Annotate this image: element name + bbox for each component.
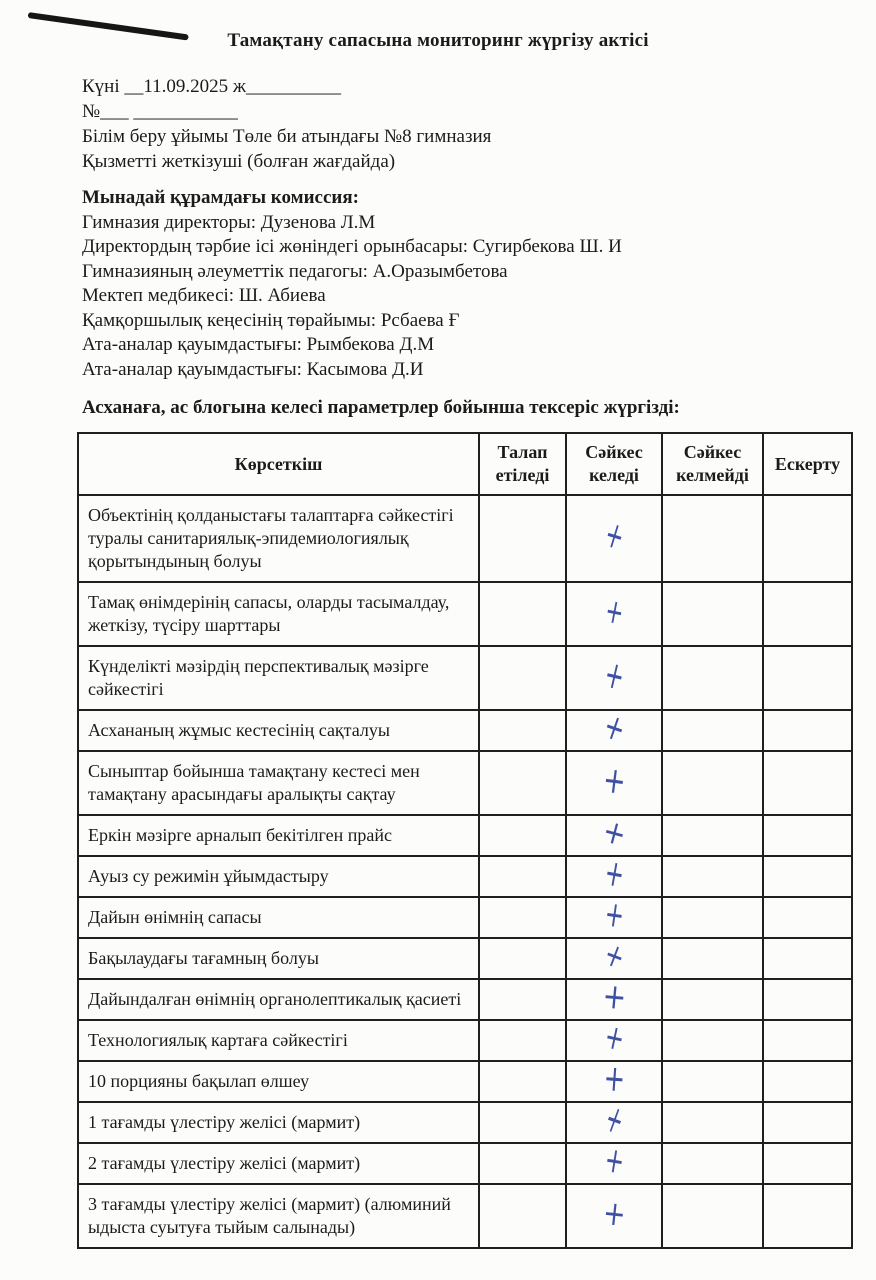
eskertu-cell (763, 1020, 852, 1061)
saikes-kelmeidi-cell (662, 1020, 763, 1061)
talap-etiledi-cell (479, 979, 566, 1020)
document-meta-block (82, 74, 876, 174)
inspection-checklist-table (77, 432, 853, 1249)
table-row (78, 815, 852, 856)
header-talap-etiledi: Талап етіледі (479, 433, 566, 495)
indicator-cell: Күнделікті мәзірдің перспективалық мәзірге сәйкестігі (78, 646, 479, 710)
talap-etiledi-cell (479, 1020, 566, 1061)
table-row (78, 1020, 852, 1061)
saikes-keledi-cell (566, 751, 662, 815)
saikes-keledi-cell (566, 582, 662, 646)
indicator-cell: 10 порцияны бақылап өлшеу (78, 1061, 479, 1102)
handwritten-check-mark: + (601, 591, 627, 633)
saikes-keledi-cell (566, 495, 662, 582)
talap-etiledi-cell (479, 1061, 566, 1102)
table-row (78, 897, 852, 938)
saikes-kelmeidi-cell (662, 979, 763, 1020)
document-title: Тамақтану сапасына мониторинг жүргізу актісі (227, 30, 649, 51)
table-row (78, 646, 852, 710)
saikes-kelmeidi-cell (662, 897, 763, 938)
talap-etiledi-cell (479, 1102, 566, 1143)
saikes-keledi-cell (566, 1017, 662, 1061)
eskertu-cell (763, 751, 852, 815)
saikes-keledi-cell (566, 1139, 662, 1184)
saikes-keledi-cell (566, 1057, 662, 1102)
handwritten-check-mark: + (598, 812, 630, 855)
table-row (78, 1184, 852, 1248)
table-row (78, 495, 852, 582)
indicator-cell: 1 тағамды үлестіру желісі (мармит) (78, 1102, 479, 1143)
commission-member: Қамқоршылық кеңесінің төрайымы: Рсбаева Ғ (82, 309, 460, 331)
commission-member: Директордың тәрбие ісі жөніндегі орынбасары: Сугирбекова Ш. И (82, 236, 622, 257)
eskertu-cell (763, 979, 852, 1020)
talap-etiledi-cell (479, 815, 566, 856)
saikes-kelmeidi-cell (662, 1143, 763, 1184)
header-korsetkish: Көрсеткіш (78, 433, 479, 495)
eskertu-cell (763, 710, 852, 751)
handwritten-check-mark: + (601, 852, 628, 897)
talap-etiledi-cell (479, 938, 566, 979)
header-eskertu: Ескерту (763, 433, 852, 495)
saikes-kelmeidi-cell (662, 646, 763, 710)
commission-block (82, 186, 876, 382)
saikes-kelmeidi-cell (662, 815, 763, 856)
talap-etiledi-cell (479, 856, 566, 897)
eskertu-cell (763, 815, 852, 856)
talap-etiledi-cell (479, 1184, 566, 1248)
indicator-cell: Бақылаудағы тағамның болуы (78, 938, 479, 979)
supplier-line: Қызметті жеткізуші (болған жағдайда) (82, 151, 396, 172)
eskertu-cell (763, 646, 852, 710)
saikes-kelmeidi-cell (662, 938, 763, 979)
saikes-kelmeidi-cell (662, 710, 763, 751)
saikes-kelmeidi-cell (662, 1061, 763, 1102)
number-line: №___ ___________ (82, 101, 238, 122)
indicator-cell: Тамақ өнімдерінің сапасы, оларды тасымалдау, жеткізу, түсіру шарттары (78, 582, 479, 646)
table-row (78, 1143, 852, 1184)
saikes-kelmeidi-cell (662, 856, 763, 897)
handwritten-check-mark: + (599, 513, 629, 560)
saikes-keledi-cell (566, 1097, 662, 1144)
handwritten-check-mark: + (600, 976, 628, 1019)
commission-member: Ата-аналар қауымдастығы: Рымбекова Д.М (82, 334, 435, 355)
eskertu-cell (763, 1184, 852, 1248)
saikes-keledi-cell (566, 852, 662, 897)
handwritten-check-mark: + (601, 1057, 627, 1101)
saikes-keledi-cell (566, 976, 662, 1020)
commission-member: Ата-аналар қауымдастығы: Касымова Д.И (82, 358, 424, 380)
talap-etiledi-cell (479, 495, 566, 582)
header-saikes-kelmeidi: Сәйкес келмейді (662, 433, 763, 495)
handwritten-check-mark: + (598, 1097, 630, 1144)
table-row (78, 582, 852, 646)
saikes-kelmeidi-cell (662, 751, 763, 815)
indicator-cell: Асхананың жұмыс кестесінің сақталуы (78, 710, 479, 751)
indicator-cell: Дайын өнімнің сапасы (78, 897, 479, 938)
saikes-keledi-cell (566, 706, 662, 751)
date-line: Күні __11.09.2025 ж__________ (82, 76, 342, 97)
talap-etiledi-cell (479, 646, 566, 710)
header-saikes-keledi: Сәйкес келеді (566, 433, 662, 495)
indicator-cell: Дайындалған өнімнің органолептикалық қасиеті (78, 979, 479, 1020)
table-row (78, 710, 852, 751)
handwritten-check-mark: + (598, 935, 630, 978)
table-row (78, 1061, 852, 1102)
talap-etiledi-cell (479, 1143, 566, 1184)
commission-heading: Мынадай құрамдағы комиссия: (82, 187, 359, 208)
commission-member: Гимназия директоры: Дузенова Л.М (82, 211, 376, 233)
handwritten-check-mark: + (601, 1139, 627, 1183)
indicator-cell: Ауыз су режимін ұйымдастыру (78, 856, 479, 897)
handwritten-check-mark: + (598, 706, 631, 751)
eskertu-cell (763, 897, 852, 938)
indicator-cell: Еркін мәзірге арналып бекітілген прайс (78, 815, 479, 856)
table-row (78, 856, 852, 897)
saikes-keledi-cell (566, 894, 662, 938)
indicator-cell: Технологиялық картаға сәйкестігі (78, 1020, 479, 1061)
commission-member: Мектеп медбикесі: Ш. Абиева (82, 285, 326, 306)
talap-etiledi-cell (479, 751, 566, 815)
organization-line: Білім беру ұйымы Төле би атындағы №8 гимназия (82, 126, 492, 147)
handwritten-check-mark: + (600, 1017, 628, 1060)
saikes-kelmeidi-cell (662, 495, 763, 582)
table-header-row (78, 433, 852, 495)
indicator-cell: 2 тағамды үлестіру желісі (мармит) (78, 1143, 479, 1184)
handwritten-check-mark: + (600, 1193, 628, 1235)
talap-etiledi-cell (479, 710, 566, 751)
indicator-cell: Объектінің қолданыстағы талаптарға сәйкестігі туралы санитариялық-эпидемиологиялық қорытындының болуы (78, 495, 479, 582)
handwritten-check-mark: + (600, 758, 628, 803)
saikes-kelmeidi-cell (662, 1102, 763, 1143)
saikes-keledi-cell (566, 935, 662, 979)
table-row (78, 1102, 852, 1143)
eskertu-cell (763, 938, 852, 979)
table-row (78, 938, 852, 979)
table-row (78, 979, 852, 1020)
eskertu-cell (763, 495, 852, 582)
eskertu-cell (763, 1102, 852, 1143)
eskertu-cell (763, 582, 852, 646)
saikes-keledi-cell (566, 646, 662, 710)
talap-etiledi-cell (479, 582, 566, 646)
indicator-cell: 3 тағамды үлестіру желісі (мармит) (алюминий ыдыста суытуға тыйым салынады) (78, 1184, 479, 1248)
eskertu-cell (763, 1061, 852, 1102)
indicator-cell: Сыныптар бойынша тамақтану кестесі мен тамақтану арасындағы аралықты сақтау (78, 751, 479, 815)
eskertu-cell (763, 856, 852, 897)
talap-etiledi-cell (479, 897, 566, 938)
table-row (78, 751, 852, 815)
saikes-kelmeidi-cell (662, 582, 763, 646)
handwritten-check-mark: + (601, 894, 627, 937)
saikes-keledi-cell (566, 812, 662, 856)
saikes-kelmeidi-cell (662, 1184, 763, 1248)
handwritten-check-mark: + (599, 652, 629, 700)
commission-member: Гимназияның әлеуметтік педагогы: А.Оразымбетова (82, 260, 508, 282)
inspection-section-heading: Асханаға, ас блогына келесі параметрлер бойынша тексеріс жүргізді: (82, 397, 680, 418)
eskertu-cell (763, 1143, 852, 1184)
saikes-keledi-cell (566, 1184, 662, 1248)
